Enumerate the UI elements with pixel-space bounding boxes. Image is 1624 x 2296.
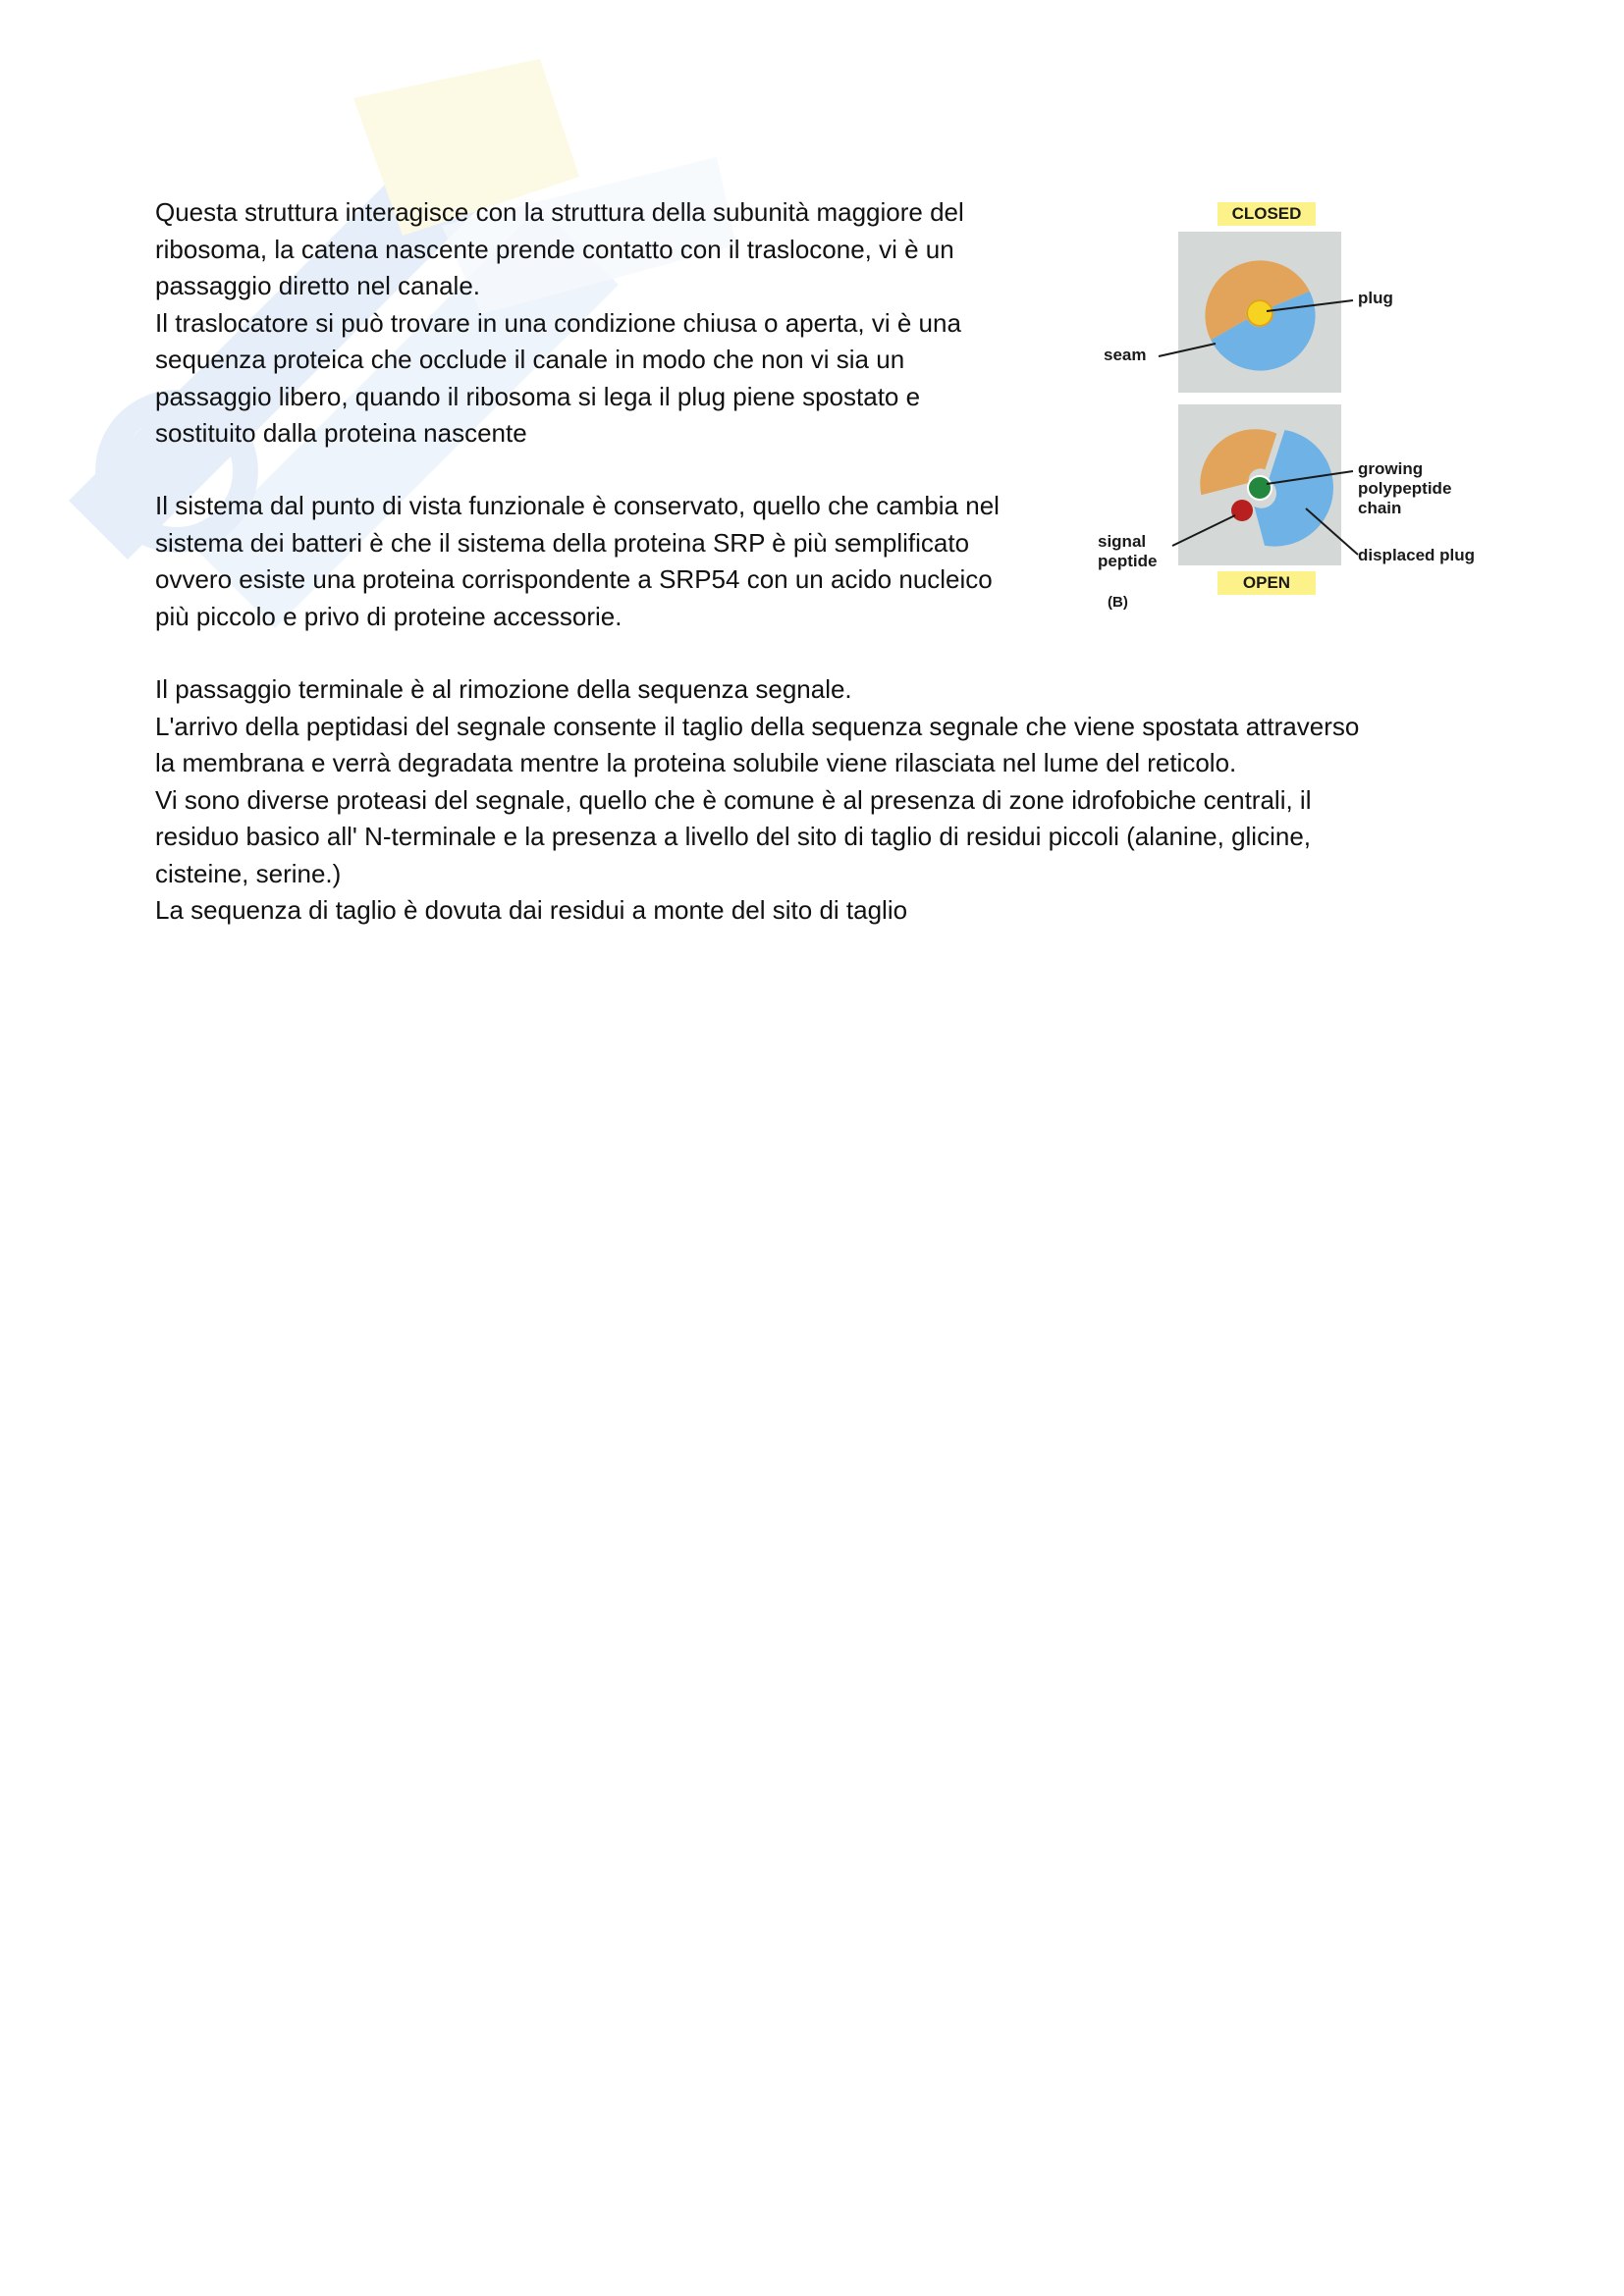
- panel-label: (B): [1108, 594, 1128, 611]
- text-line: Vi sono diverse proteasi del segnale, quello che è comune è al presenza di zone idrofobiche centrali, il: [155, 784, 1312, 815]
- text-line: La sequenza di taglio è dovuta dai residui a monte del sito di taglio: [155, 895, 908, 925]
- text-line: L'arrivo della peptidasi del segnale consente il taglio della sequenza segnale che viene spostata attraverso: [155, 711, 1360, 741]
- text-line: sostituito dalla proteina nascente: [155, 418, 527, 448]
- text-line: Il sistema dal punto di vista funzionale è conservato, quello che cambia nel: [155, 491, 1000, 520]
- text-line: residuo basico all' N-terminale e la presenza a livello del sito di taglio di residui piccoli (alanine, glicine,: [155, 822, 1312, 851]
- signal-peptide-label: signal peptide: [1098, 532, 1158, 570]
- text-line: passaggio libero, quando il ribosoma si lega il plug piene spostato e: [155, 381, 921, 411]
- closed-plug: [1247, 300, 1272, 326]
- growing-chain-label: growing polypeptide chain: [1358, 459, 1452, 517]
- text-line: più piccolo e privo di proteine accessorie.: [155, 601, 623, 631]
- text-line: la membrana e verrà degradata mentre la proteina solubile viene rilasciata nel lume del reticolo.: [155, 748, 1237, 777]
- text-line: ovvero esiste una proteina corrispondente a SRP54 con un acido nucleico: [155, 564, 993, 594]
- seam-label: seam: [1104, 346, 1147, 364]
- text-line: Questa struttura interagisce con la struttura della subunità maggiore del: [155, 197, 964, 227]
- text-line: Il passaggio terminale è al rimozione della sequenza segnale.: [155, 674, 852, 704]
- text-line: cisteine, serine.): [155, 858, 342, 888]
- displaced-plug-label: displaced plug: [1358, 546, 1476, 564]
- signal-peptide-dot: [1231, 500, 1253, 521]
- text-line: sequenza proteica che occlude il canale in modo che non vi sia un: [155, 345, 905, 374]
- paragraph-translocon: [155, 194, 964, 453]
- growing-chain-dot: [1248, 476, 1272, 500]
- plug-label: plug: [1358, 289, 1393, 307]
- paragraph-signal-peptidase: [155, 671, 1359, 930]
- open-badge: OPEN: [1218, 571, 1316, 595]
- closed-badge: CLOSED: [1218, 202, 1316, 226]
- translocon-figure: [1098, 196, 1490, 618]
- text-line: Il traslocatore si può trovare in una condizione chiusa o aperta, vi è una: [155, 307, 961, 338]
- text-line: ribosoma, la catena nascente prende contatto con il traslocone, vi è un: [155, 234, 954, 264]
- text-line: sistema dei batteri è che il sistema della proteina SRP è più semplificato: [155, 527, 970, 558]
- paragraph-bacteria: [155, 488, 1000, 635]
- text-line: passaggio diretto nel canale.: [155, 271, 481, 300]
